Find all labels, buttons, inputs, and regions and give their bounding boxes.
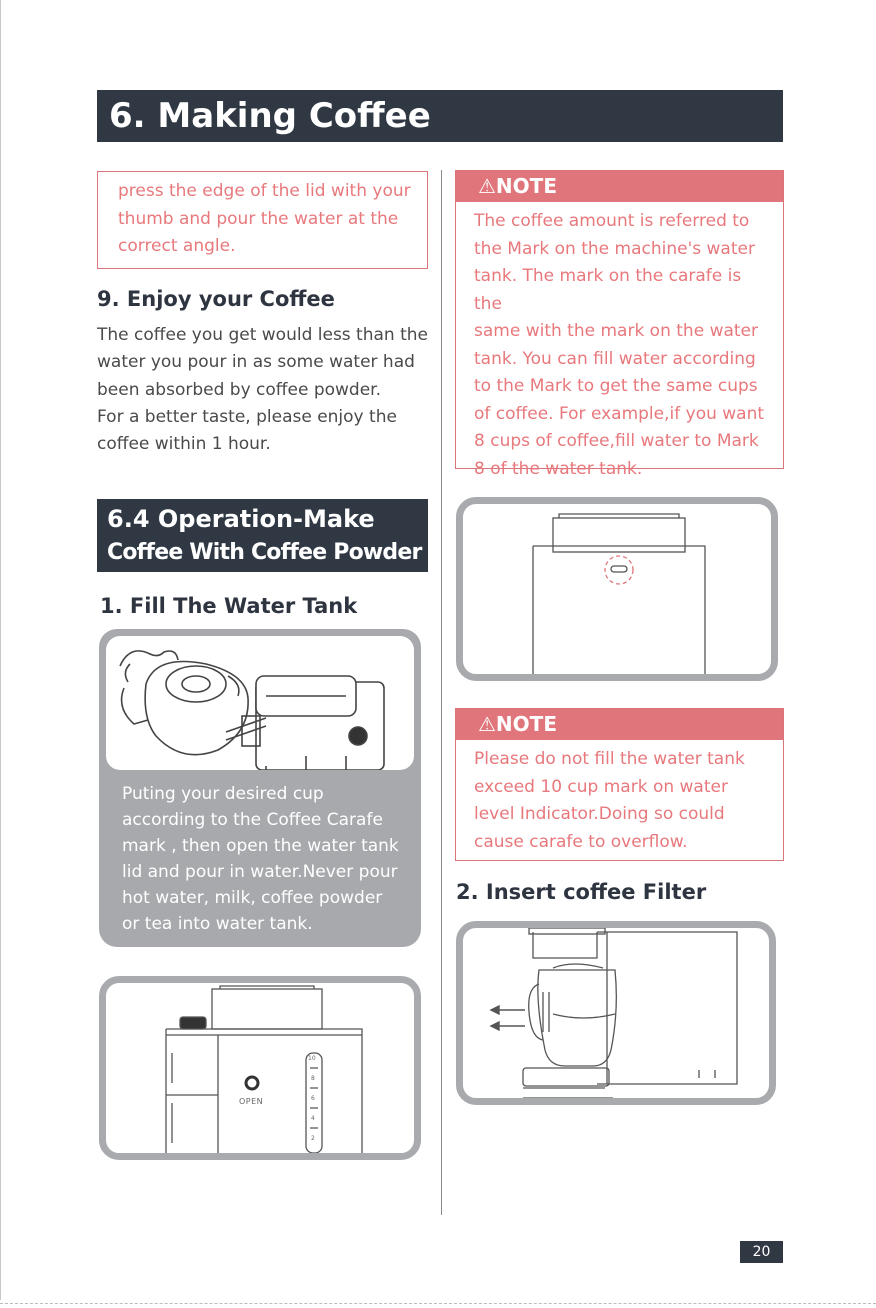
text-line: press the edge of the lid with your — [118, 181, 411, 201]
page-edge-left — [0, 0, 1, 1300]
text-line: tank. The mark on the carafe is the — [474, 266, 742, 314]
text-line: 8 of the water tank. — [474, 458, 643, 479]
tank-mark: 6 — [311, 1095, 315, 1102]
text-line: lid and pour in water.Never pour — [122, 862, 398, 882]
text-line: level Indicator.Doing so could — [474, 804, 725, 824]
text-line: tank. You can fill water according — [474, 348, 756, 369]
fill-instruction-text — [122, 781, 412, 937]
enjoy-heading: 9. Enjoy your Coffee — [97, 287, 335, 311]
open-label: OPEN — [239, 1097, 264, 1106]
text-line: mark , then open the water tank — [122, 836, 399, 856]
fill-tank-heading: 1. Fill The Water Tank — [100, 594, 358, 618]
chapter-title: 6. Making Coffee — [97, 90, 783, 142]
tank-mark: 8 — [311, 1075, 315, 1082]
text-line: 8 cups of coffee,fill water to Mark — [474, 431, 759, 451]
page-edge-bottom — [0, 1303, 876, 1304]
text-line: correct angle. — [118, 236, 236, 256]
text-line: Puting your desired cup — [122, 784, 324, 804]
text-line: been absorbed by coffee powder. — [97, 379, 382, 400]
text-line: For a better taste, please enjoy the — [97, 406, 397, 427]
note-body — [456, 202, 783, 483]
note-body — [456, 740, 783, 856]
section-title — [97, 499, 428, 572]
text-line: to the Mark to get the same cups — [474, 376, 758, 396]
page-number: 20 — [740, 1241, 783, 1263]
note-overflow — [455, 708, 784, 861]
note-header: ⚠NOTE — [456, 709, 783, 740]
enjoy-body — [97, 322, 442, 458]
text-line: thumb and pour the water at the — [118, 208, 399, 229]
text-line: The coffee amount is referred to — [474, 211, 750, 231]
remove-carafe-illustration — [456, 921, 776, 1105]
text-line: water you pour in as some water had — [97, 352, 415, 373]
tank-mark: 10 — [308, 1055, 316, 1062]
text-line: same with the mark on the water — [474, 321, 759, 341]
note-water-mark — [455, 170, 784, 479]
text-line: the Mark on the machine's water — [474, 238, 755, 259]
pouring-illustration — [106, 636, 414, 770]
insert-filter-heading: 2. Insert coffee Filter — [456, 880, 707, 904]
text-line: cause carafe to overflow. — [474, 831, 688, 852]
text-line: The coffee you get would less than the — [97, 325, 428, 345]
text-line: hot water, milk, coffee powder — [122, 888, 383, 908]
text-line: coffee within 1 hour. — [97, 434, 271, 455]
text-line: of coffee. For example,if you want — [474, 403, 765, 424]
text-line: Please do not fill the water tank — [474, 749, 745, 769]
text-line: exceed 10 cup mark on water — [474, 776, 728, 797]
continued-instruction-box — [97, 171, 428, 269]
note-header: ⚠NOTE — [456, 171, 783, 202]
text-line: or tea into water tank. — [122, 914, 313, 934]
machine-front-illustration — [99, 976, 421, 1160]
text-line: according to the Coffee Carafe — [122, 810, 383, 830]
section-title-line: 6.4 Operation-Make — [107, 505, 375, 533]
water-tank-lid-illustration — [456, 497, 778, 681]
tank-mark: 4 — [311, 1115, 315, 1122]
section-title-line: Coffee With Coffee Powder — [107, 540, 422, 565]
tank-mark: 2 — [311, 1135, 315, 1142]
